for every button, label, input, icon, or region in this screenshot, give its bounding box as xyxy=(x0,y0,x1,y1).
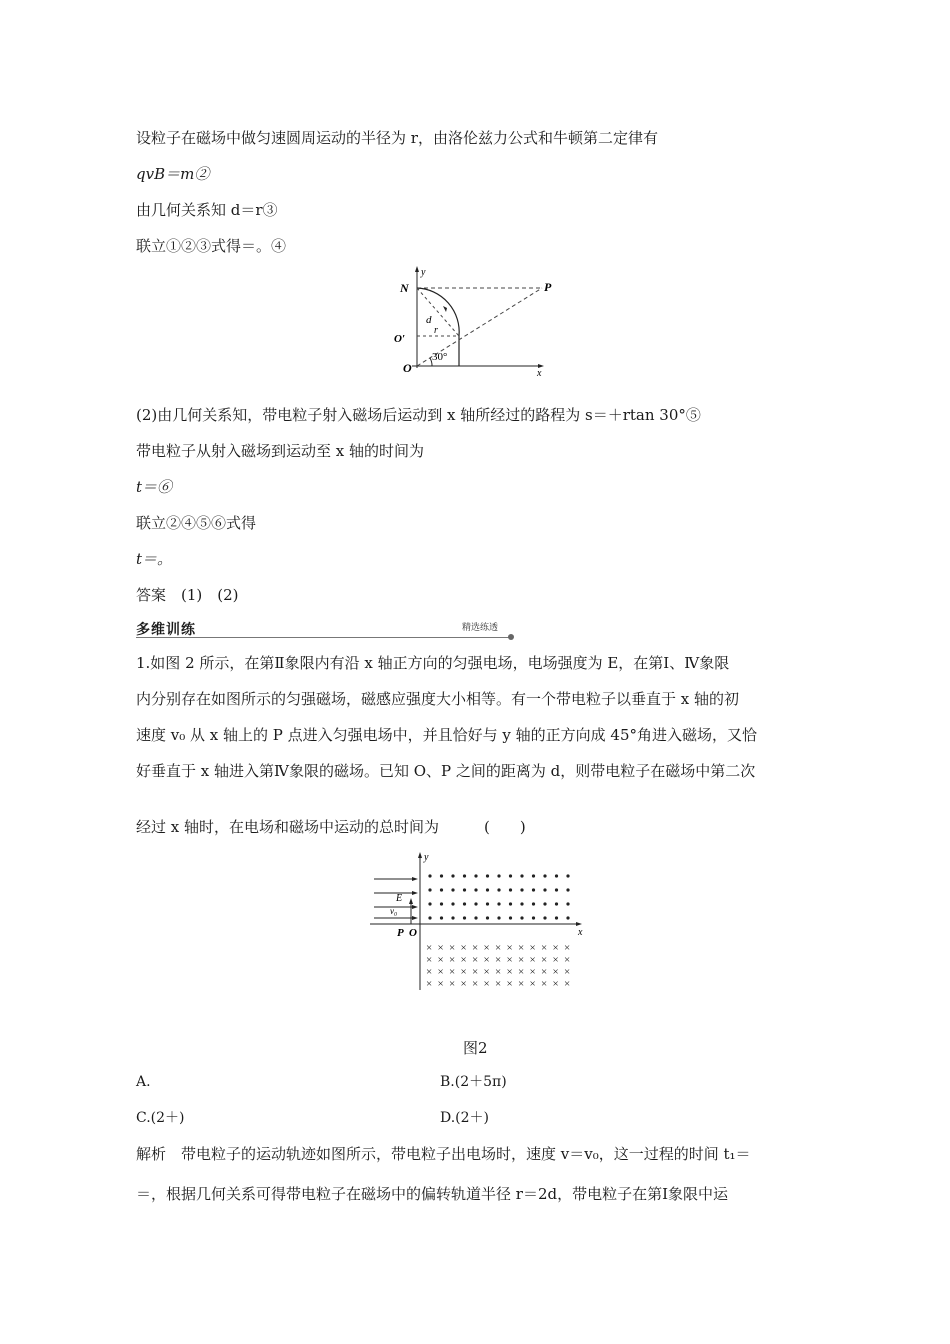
fig1-label-p: P xyxy=(544,280,552,294)
field-cross-icon: × xyxy=(437,954,444,966)
field-dot-icon xyxy=(566,916,569,919)
field-cross-icon: × xyxy=(472,942,479,954)
fig1-label-x: x xyxy=(537,368,542,378)
fig2-label-p: P xyxy=(397,927,404,939)
field-dot-icon xyxy=(440,874,443,877)
solution-line-7: t＝⑥ xyxy=(136,478,173,496)
field-dot-icon xyxy=(497,902,500,905)
field-cross-icon: × xyxy=(541,978,548,990)
field-cross-icon: × xyxy=(529,954,536,966)
field-dot-icon xyxy=(428,902,431,905)
fig1-label-o: O xyxy=(403,361,412,375)
field-cross-icon: × xyxy=(564,954,571,966)
field-cross-icon: × xyxy=(483,978,490,990)
figure-2-caption: 图2 xyxy=(463,1039,488,1057)
field-dot-icon xyxy=(566,902,569,905)
field-dot-icon xyxy=(497,888,500,891)
field-cross-icon: × xyxy=(541,966,548,978)
field-dot-icon xyxy=(520,902,523,905)
section-dot-icon xyxy=(508,634,514,640)
field-cross-icon: × xyxy=(506,978,513,990)
field-dot-icon xyxy=(532,888,535,891)
field-cross-icon: × xyxy=(472,966,479,978)
field-cross-icon: × xyxy=(495,966,502,978)
field-dot-icon xyxy=(486,874,489,877)
field-cross-icon: × xyxy=(426,966,433,978)
field-cross-icon: × xyxy=(437,942,444,954)
field-dot-icon xyxy=(486,916,489,919)
fig1-label-o-prime: O′ xyxy=(394,333,406,345)
analysis-line-1: 解析 带电粒子的运动轨迹如图所示，带电粒子出电场时，速度 v＝v₀，这一过程的时间 t₁＝ xyxy=(136,1145,751,1163)
field-cross-icon: × xyxy=(564,966,571,978)
field-cross-icon: × xyxy=(518,942,525,954)
field-dot-icon xyxy=(451,888,454,891)
field-dot-icon xyxy=(520,916,523,919)
field-cross-icon: × xyxy=(552,966,559,978)
field-dot-icon xyxy=(440,916,443,919)
field-dot-icon xyxy=(555,874,558,877)
field-cross-icon: × xyxy=(472,954,479,966)
field-cross-icon: × xyxy=(437,978,444,990)
problem-line-4: 好垂直于 x 轴进入第Ⅳ象限的磁场。已知 O、P 之间的距离为 d，则带电粒子在磁场中第二次 xyxy=(136,762,756,780)
field-cross-icon: × xyxy=(460,978,467,990)
field-dot-icon xyxy=(555,902,558,905)
fig2-label-v0: v₀ xyxy=(390,906,398,916)
field-cross-icon: × xyxy=(552,954,559,966)
field-dot-icon xyxy=(463,888,466,891)
field-dot-icon xyxy=(463,916,466,919)
field-dot-icon xyxy=(428,916,431,919)
fig1-y-arrow-icon xyxy=(415,266,419,272)
field-cross-icon: × xyxy=(518,966,525,978)
field-dot-icon xyxy=(497,874,500,877)
field-dot-icon xyxy=(566,888,569,891)
fig1-label-r: r xyxy=(434,325,438,336)
field-dot-icon xyxy=(555,916,558,919)
fig2-v0-arrow-icon xyxy=(409,898,413,904)
field-cross-icon: × xyxy=(552,978,559,990)
field-cross-icon: × xyxy=(541,942,548,954)
field-dot-icon xyxy=(532,916,535,919)
field-dot-icon xyxy=(497,916,500,919)
field-cross-icon: × xyxy=(564,942,571,954)
field-cross-icon: × xyxy=(506,942,513,954)
solution-line-2: qvB＝m② xyxy=(136,165,210,183)
field-cross-icon: × xyxy=(495,954,502,966)
field-dot-icon xyxy=(543,888,546,891)
solution-line-3: 由几何关系知 d＝r③ xyxy=(136,201,278,219)
fig2-label-y: y xyxy=(424,852,429,863)
option-a[interactable]: A. xyxy=(136,1074,151,1090)
problem-line-3: 速度 v₀ 从 x 轴上的 P 点进入匀强电场中，并且恰好与 y 轴的正方向成 45°角进入磁场，又恰 xyxy=(136,726,758,744)
field-cross-icon: × xyxy=(506,954,513,966)
field-cross-icon: × xyxy=(483,966,490,978)
field-dot-icon xyxy=(474,916,477,919)
solution-line-4: 联立①②③式得＝。④ xyxy=(136,237,287,255)
field-cross-icon: × xyxy=(449,954,456,966)
field-cross-icon: × xyxy=(529,966,536,978)
field-cross-icon: × xyxy=(460,966,467,978)
field-cross-icon: × xyxy=(472,978,479,990)
field-cross-icon: × xyxy=(449,942,456,954)
field-cross-icon: × xyxy=(541,954,548,966)
field-dot-icon xyxy=(463,902,466,905)
field-dot-icon xyxy=(474,902,477,905)
fig2-label-e: E xyxy=(396,893,403,904)
field-dot-icon xyxy=(509,916,512,919)
field-dot-icon xyxy=(428,874,431,877)
field-dot-icon xyxy=(440,888,443,891)
field-dot-icon xyxy=(543,916,546,919)
field-dot-icon xyxy=(532,902,535,905)
problem-line-5: 经过 x 轴时，在电场和磁场中运动的总时间为 ( ) xyxy=(136,818,526,836)
field-dot-icon xyxy=(474,874,477,877)
field-cross-icon: × xyxy=(495,978,502,990)
field-cross-icon: × xyxy=(552,942,559,954)
field-dot-icon xyxy=(532,874,535,877)
fig1-label-n: N xyxy=(400,281,409,295)
field-dot-icon xyxy=(474,888,477,891)
field-dot-icon xyxy=(509,874,512,877)
field-dot-icon xyxy=(555,888,558,891)
field-cross-icon: × xyxy=(518,954,525,966)
option-d[interactable]: D.(2＋) xyxy=(440,1110,490,1126)
problem-line-2: 内分别存在如图所示的匀强磁场，磁感应强度大小相等。有一个带电粒子以垂直于 x 轴的初 xyxy=(136,690,739,708)
fig1-label-y: y xyxy=(421,267,426,278)
fig1-label-d: d xyxy=(426,314,432,326)
section-title: 多维训练 xyxy=(136,622,196,638)
field-dot-icon xyxy=(543,902,546,905)
fig2-y-arrow-icon xyxy=(418,852,422,858)
field-cross-icon: × xyxy=(529,978,536,990)
field-cross-icon: × xyxy=(449,978,456,990)
field-dot-icon xyxy=(486,902,489,905)
field-dot-icon xyxy=(486,888,489,891)
fig2-x-arrow-icon xyxy=(576,922,582,926)
fig1-arc-arrow-icon xyxy=(443,306,447,312)
field-dot-icon xyxy=(451,874,454,877)
field-cross-icon: × xyxy=(495,942,502,954)
field-dot-icon xyxy=(428,888,431,891)
fig1-label-angle: 30° xyxy=(432,351,448,363)
field-cross-icon: × xyxy=(449,966,456,978)
field-cross-icon: × xyxy=(460,942,467,954)
option-c[interactable]: C.(2＋) xyxy=(136,1110,185,1126)
section-header xyxy=(136,619,516,641)
field-dot-icon xyxy=(520,874,523,877)
section-subtitle: 精选练透 xyxy=(462,623,499,633)
field-cross-icon: × xyxy=(426,978,433,990)
field-cross-icon: × xyxy=(483,954,490,966)
solution-line-9: t＝。 xyxy=(136,550,173,568)
field-cross-icon: × xyxy=(483,942,490,954)
problem-line-1: 1.如图 2 所示，在第Ⅱ象限内有沿 x 轴正方向的匀强电场，电场强度为 E，在第Ⅰ、Ⅳ象限 xyxy=(136,654,730,672)
solution-line-8: 联立②④⑤⑥式得 xyxy=(136,514,257,532)
field-dot-icon xyxy=(543,874,546,877)
analysis-line-2: ＝，根据几何关系可得带电粒子在磁场中的偏转轨道半径 r＝2d，带电粒子在第Ⅰ象限中运 xyxy=(136,1185,729,1203)
fig2-label-x: x xyxy=(578,927,583,938)
field-dot-icon xyxy=(463,874,466,877)
field-dot-icon xyxy=(509,902,512,905)
field-cross-icon: × xyxy=(437,966,444,978)
figure-1-diagram xyxy=(390,262,560,378)
fig1-d-dashed-line xyxy=(417,288,459,336)
fig2-label-o: O xyxy=(409,927,417,939)
figure-2-diagram xyxy=(360,848,590,992)
field-cross-icon: × xyxy=(518,978,525,990)
field-cross-icon: × xyxy=(529,942,536,954)
field-cross-icon: × xyxy=(506,966,513,978)
solution-line-6: 带电粒子从射入磁场到运动至 x 轴的时间为 xyxy=(136,442,424,460)
field-dot-icon xyxy=(520,888,523,891)
option-b[interactable]: B.(2＋5π) xyxy=(440,1074,507,1090)
section-rule xyxy=(136,637,510,638)
field-dot-icon xyxy=(440,902,443,905)
field-dot-icon xyxy=(509,888,512,891)
field-dot-icon xyxy=(451,902,454,905)
field-cross-icon: × xyxy=(426,942,433,954)
field-cross-icon: × xyxy=(460,954,467,966)
field-cross-icon: × xyxy=(564,978,571,990)
field-cross-icon: × xyxy=(426,954,433,966)
field-dot-icon xyxy=(566,874,569,877)
answer-line: 答案 (1) (2) xyxy=(136,586,239,604)
solution-line-5: (2)由几何关系知，带电粒子射入磁场后运动到 x 轴所经过的路程为 s＝＋rtan 30°⑤ xyxy=(136,406,701,424)
field-dot-icon xyxy=(451,916,454,919)
solution-line-1: 设粒子在磁场中做匀速圆周运动的半径为 r，由洛伦兹力公式和牛顿第二定律有 xyxy=(136,129,658,147)
